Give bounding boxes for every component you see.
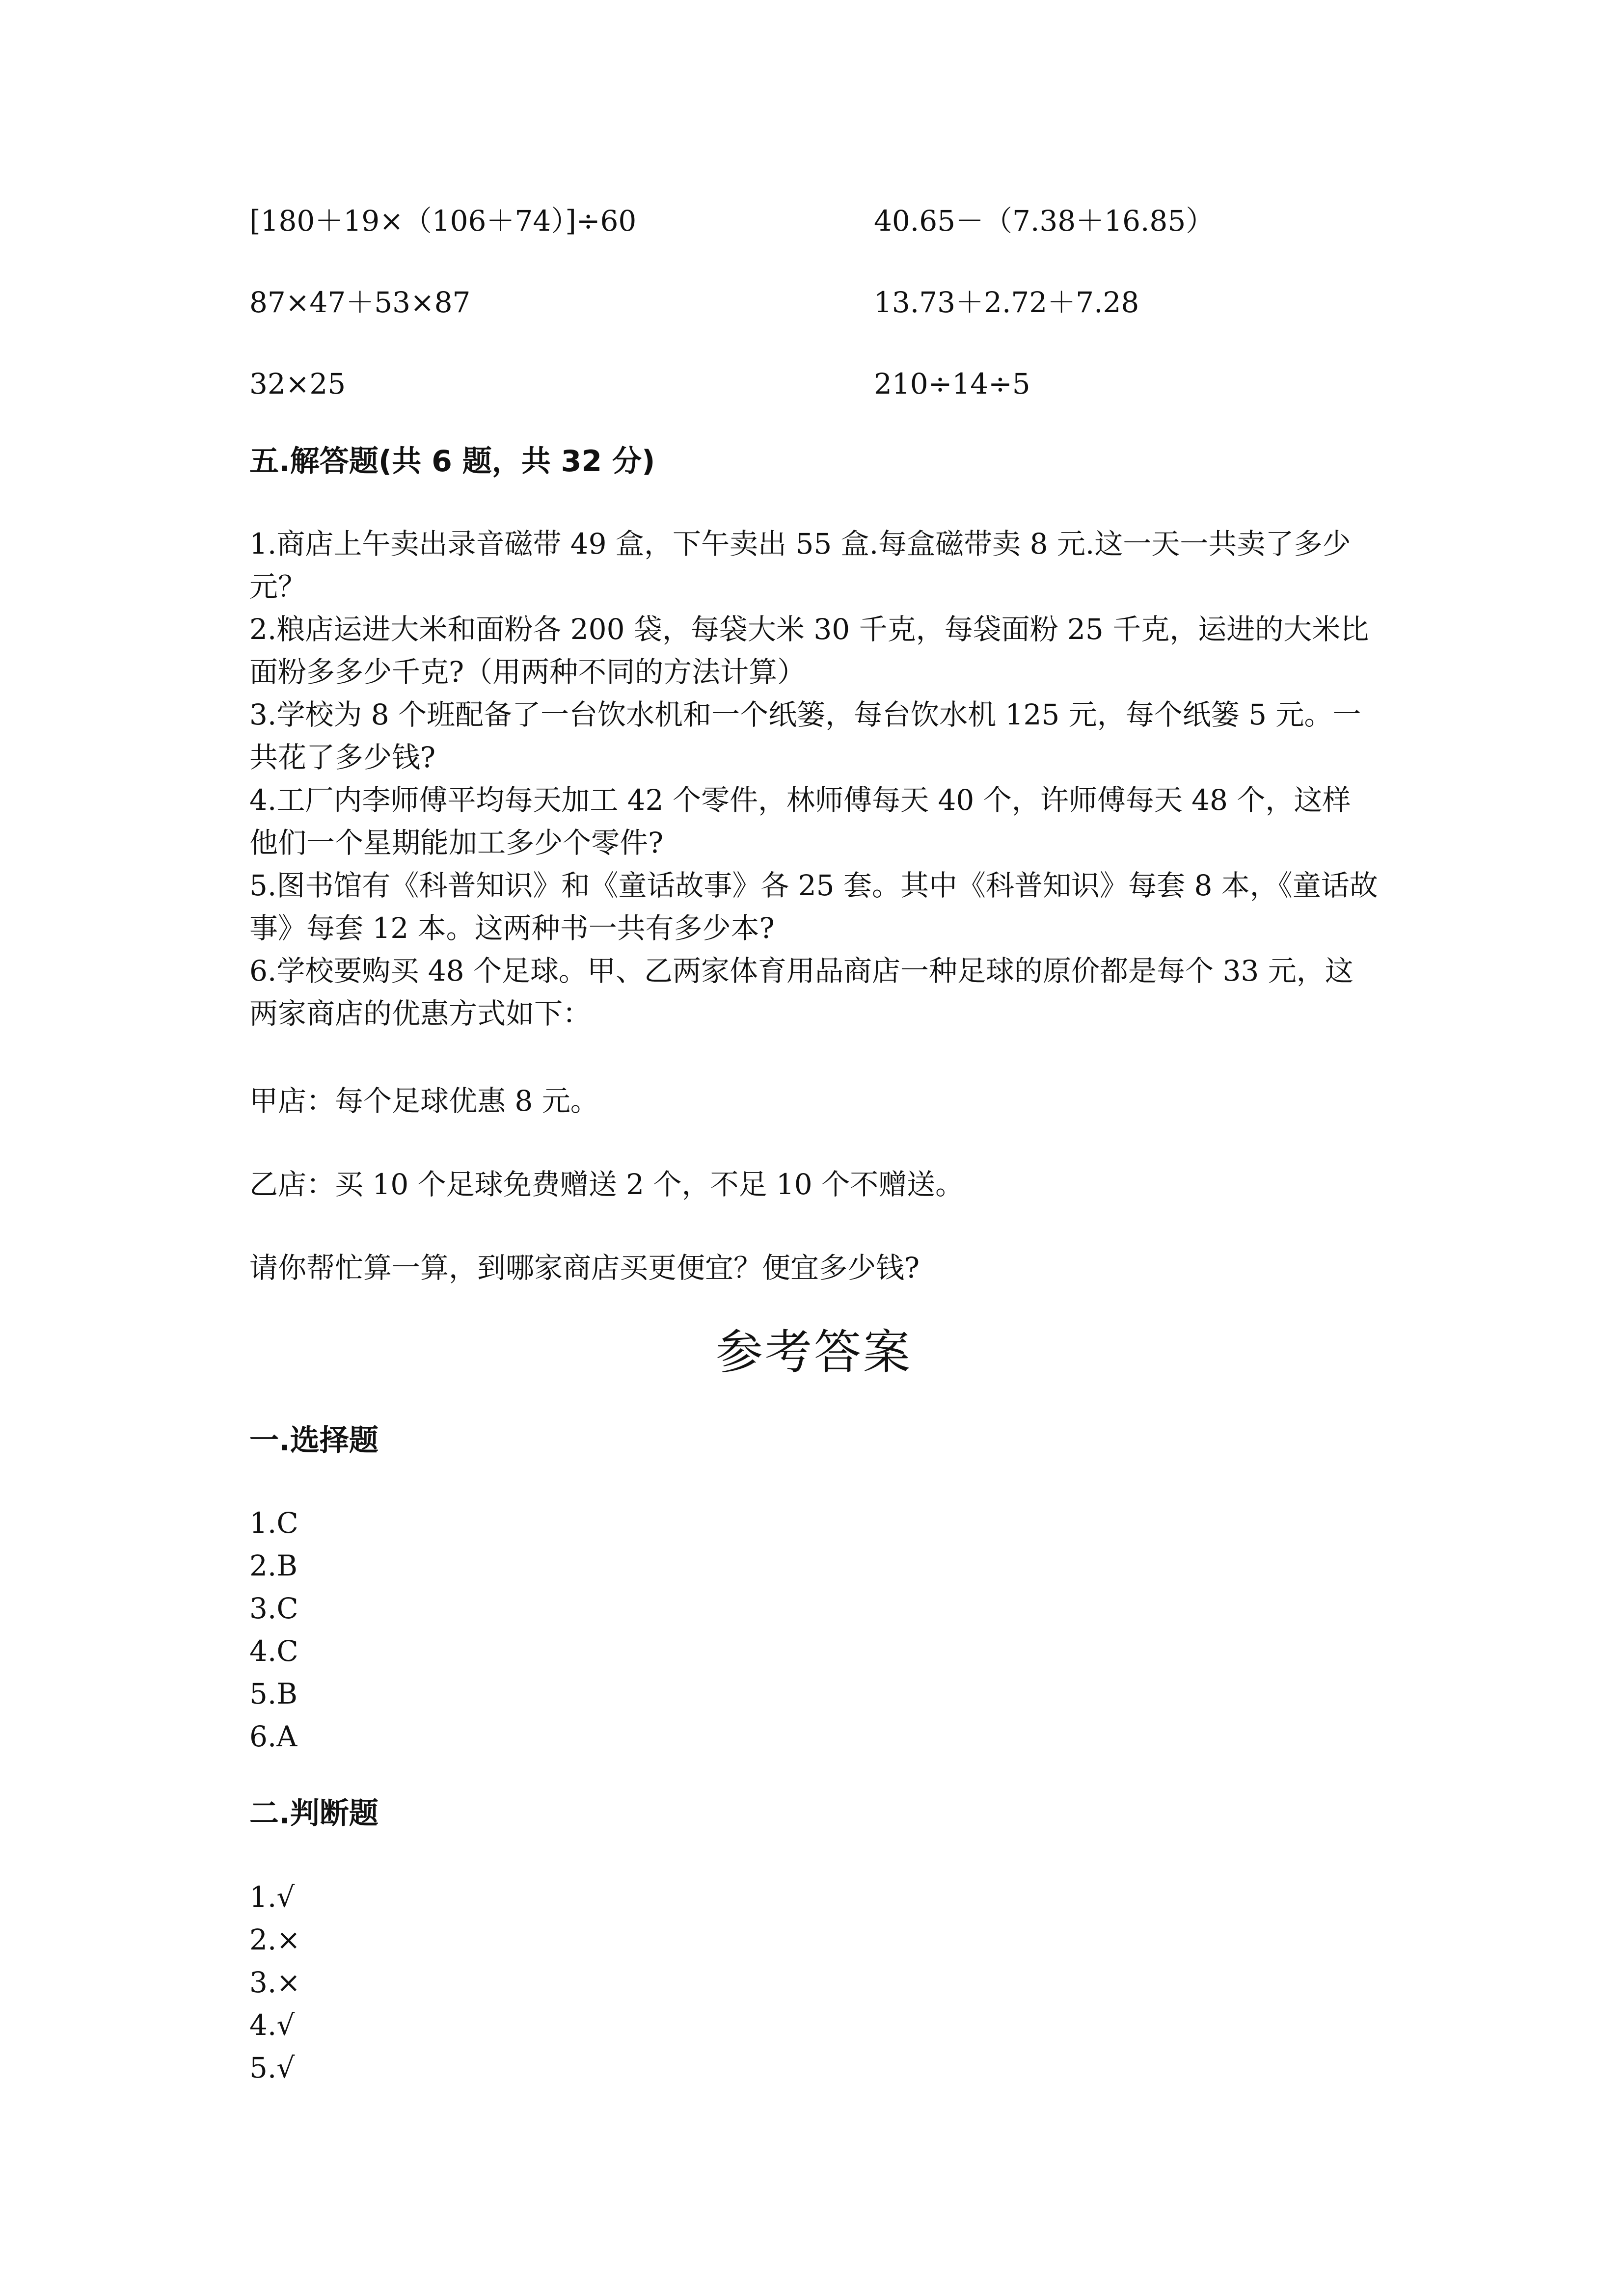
section-heading-word-problems: 五.解答题(共 6 题，共 32 分) <box>249 444 655 479</box>
answer-item: 6.A <box>249 1720 298 1753</box>
store-b-offer: 乙店：买 10 个足球免费赠送 2 个，不足 10 个不赠送。 <box>249 1168 964 1201</box>
calculation-grid <box>249 196 1379 441</box>
answer-item: 5.B <box>249 1677 298 1710</box>
word-problem: 3.学校为 8 个班配备了一台饮水机和一个纸篓，每台饮水机 125 元，每个纸篓 5 元。一共花了多少钱? <box>249 698 1361 774</box>
answer-key-title: 参考答案 <box>716 1325 912 1380</box>
true-false-answers <box>249 1876 544 2089</box>
answer-item: 3.× <box>249 1966 300 1999</box>
answer-item: 5.√ <box>249 2051 295 2084</box>
calculation-expression: 13.73＋2.72＋7.28 <box>874 286 1139 319</box>
calculation-expression: 87×47＋53×87 <box>249 286 471 319</box>
answer-section-heading-true-false: 二.判断题 <box>249 1796 379 1831</box>
final-question: 请你帮忙算一算，到哪家商店买更便宜？便宜多少钱? <box>249 1251 920 1284</box>
calculation-row <box>249 278 1379 359</box>
answer-item: 2.× <box>249 1923 300 1956</box>
answer-item: 4.√ <box>249 2008 295 2042</box>
calculation-row <box>249 196 1379 278</box>
word-problem: 6.学校要购买 48 个足球。甲、乙两家体育用品商店一种足球的原价都是每个 33 元，这两家商店的优惠方式如下： <box>249 954 1353 1030</box>
calculation-expression: 32×25 <box>249 367 346 400</box>
word-problem-list <box>249 523 1379 1035</box>
calculation-expression: [180＋19×（106＋74）]÷60 <box>249 204 637 238</box>
word-problem: 4.工厂内李师傅平均每天加工 42 个零件，林师傅每天 40 个，许师傅每天 48 个，这样他们一个星期能加工多少个零件? <box>249 783 1351 859</box>
answer-section-heading-multiple-choice: 一.选择题 <box>249 1423 379 1458</box>
answer-item: 3.C <box>249 1592 298 1625</box>
word-problem: 1.商店上午卖出录音磁带 49 盒，下午卖出 55 盒.每盒磁带卖 8 元.这一天一共卖了多少元？ <box>249 527 1351 603</box>
calculation-expression: 40.65－（7.38＋16.85） <box>874 204 1215 238</box>
calculation-expression: 210÷14÷5 <box>874 367 1030 400</box>
word-problem: 5.图书馆有《科普知识》和《童话故事》各 25 套。其中《科普知识》每套 8 本，《童话故事》每套 12 本。这两种书一共有多少本? <box>249 869 1378 945</box>
answer-item: 4.C <box>249 1634 298 1668</box>
store-a-offer: 甲店：每个足球优惠 8 元。 <box>249 1084 599 1118</box>
word-problem: 2.粮店运进大米和面粉各 200 袋，每袋大米 30 千克，每袋面粉 25 千克，运进的大米比面粉多多少千克?（用两种不同的方法计算） <box>249 613 1369 689</box>
answer-item: 1.√ <box>249 1880 295 1914</box>
calculation-row <box>249 359 1379 441</box>
answer-item: 1.C <box>249 1506 298 1540</box>
answer-item: 2.B <box>249 1549 298 1582</box>
multiple-choice-answers <box>249 1502 544 1758</box>
